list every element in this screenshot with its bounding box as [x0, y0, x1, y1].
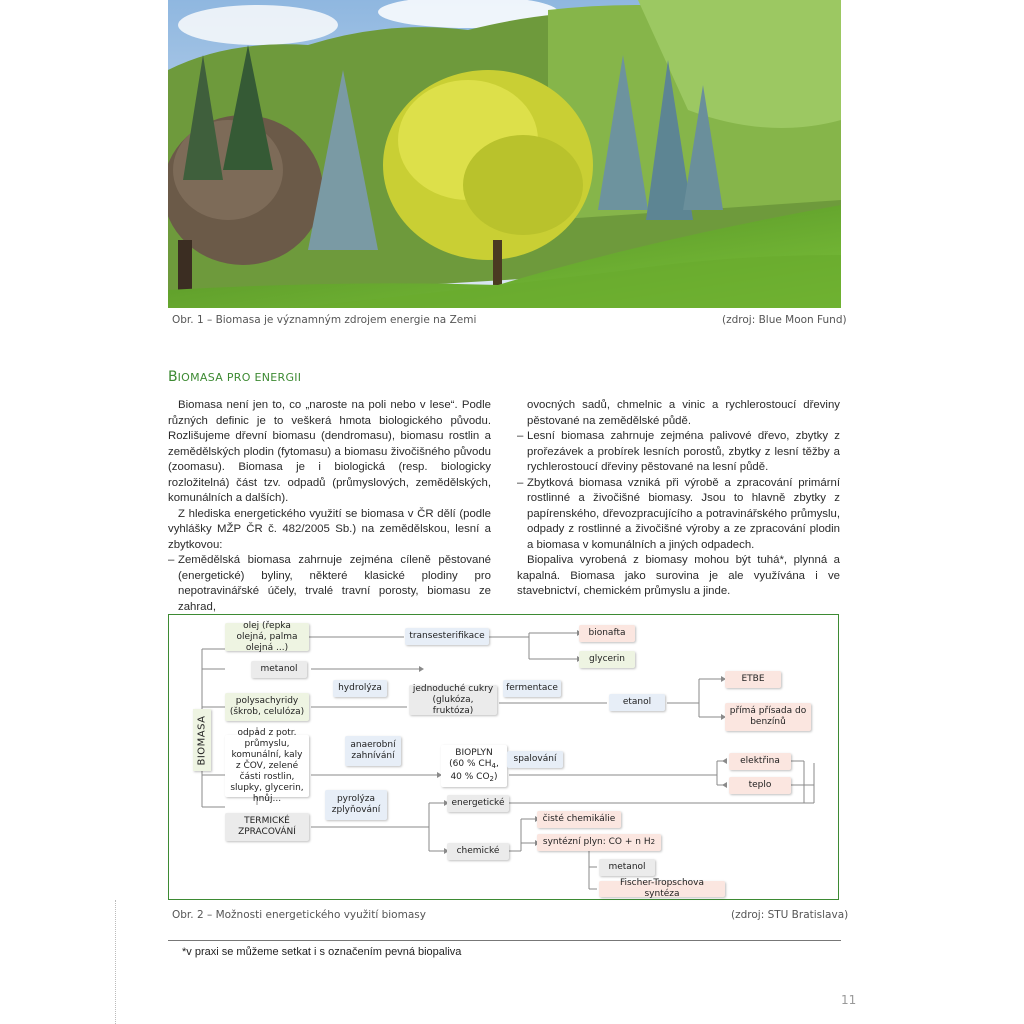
node-metanol-2: metanol	[599, 859, 655, 876]
node-metanol: metanol	[251, 661, 307, 678]
bioplyn-co2-text: 40 % CO	[450, 771, 490, 782]
node-transesterifikace: transesterifikace	[405, 628, 489, 645]
bioplyn-line2	[449, 759, 499, 772]
bioplyn-ch4-text: (60 % CH	[449, 758, 492, 769]
node-syntezni-plyn	[537, 834, 661, 851]
node-olej: olej (řepka olejná, palma olejná ...)	[225, 623, 309, 651]
margin-dotted-rule	[115, 900, 117, 1024]
node-bioplyn	[441, 745, 507, 787]
landscape-photo	[168, 0, 841, 308]
list-dash: –	[517, 476, 524, 489]
heading-initial: B	[168, 369, 178, 385]
bioplyn-ch4-sub: 4	[491, 761, 496, 770]
list-dash: –	[168, 554, 175, 566]
list-item	[517, 476, 840, 554]
node-bionafta: bionafta	[579, 625, 635, 642]
text-column-right	[517, 398, 840, 600]
list-item-continued	[517, 398, 840, 429]
node-pyrolyza: pyrolýza zplyňování	[325, 790, 387, 820]
node-glycerin: glycerin	[579, 651, 635, 668]
node-fermentace: fermentace	[503, 680, 561, 697]
heading-rest: IOMASA PRO ENERGII	[177, 371, 302, 384]
node-prima-prisada: přímá přísada do benzínů	[725, 703, 811, 731]
synplyn-sub: 2	[650, 838, 656, 846]
list-item-text: Zbytková biomasa vzniká při výrobě a zpracování primární rostlinné a živočišné biomasy. Jsou to hlavně zbytky z papírenského, dřevozpracujícího a potravinářského průmyslu, odpady z rostlinné a živočišné výroby a ze zpracování plodin a biomasa v komunálních a jiných odpadech.	[527, 476, 840, 551]
list-item-text: ovocných sadů, chmelnic a vinic a rychlerostoucí dřeviny pěstované na zemědělské půdě.	[527, 399, 840, 427]
figure2-source: (zdroj: STU Bratislava)	[731, 909, 849, 921]
biomass-flow-diagram	[168, 614, 839, 900]
list-item-text: Zemědělská biomasa zahrnuje zejména cíleně pěstované (energetické) byliny, některé klasické plodiny pro nepotravinářské účely, trvalé travní porosty, biomasu ze zahrad,	[178, 554, 491, 613]
node-elektrina: elektřina	[729, 753, 791, 770]
list-dash: –	[517, 430, 524, 442]
figure1-source: (zdroj: Blue Moon Fund)	[722, 314, 847, 326]
node-teplo: teplo	[729, 777, 791, 794]
bioplyn-co2-sub: 2	[489, 774, 495, 783]
node-hydrolyza: hydrolýza	[333, 680, 387, 697]
list-item	[517, 429, 840, 476]
page-number: 11	[841, 993, 857, 1007]
node-ciste-chemikalie: čisté chemikálie	[537, 811, 621, 828]
node-etbe: ETBE	[725, 671, 781, 688]
list-item	[168, 553, 491, 615]
bioplyn-co2-paren: )	[494, 771, 498, 782]
bioplyn-title: BIOPLYN	[455, 747, 493, 758]
bioplyn-line3	[450, 772, 497, 785]
node-energeticke: energetické	[447, 795, 509, 812]
node-polysacharidy: polysachyridy (škrob, celulóza)	[225, 693, 309, 721]
paragraph: Biomasa není jen to, co „naroste na poli nebo v lese“. Podle různých definic je to veškerá hmota biologického původu. Rozlišujeme dřevní biomasu (dendromasu), biomasu rostlin a zemědělských plodin (fytomasu) a biomasu živočišného původu (zoomasu). Biomasa je i biologická (resp. biologicky rozložitelná) část tzv. odpadů (průmyslových, zemědělských, komunálních a dalších).	[168, 399, 491, 504]
node-odpad: odpad z potr. průmyslu, komunální, kaly z ČOV, zelené části rostlin, slupky, glycerin, hnůj...	[225, 735, 309, 797]
paragraph: Z hlediska energetického využití se biomasa v ČR dělí (podle vyhlášky MŽP ČR č. 482/2005 Sb.) na zemědělskou, lesní a zbytkovou:	[168, 507, 491, 551]
paragraph: Biopaliva vyrobená z biomasy mohou být tuhá*, plynná a kapalná. Biomasa jako surovina je ale využívána i ve stavebnictví, chemickém průmyslu a jinde.	[517, 554, 840, 597]
node-jednoduche-cukry: jednoduché cukry (glukóza, fruktóza)	[409, 685, 497, 715]
text-column-left	[168, 398, 491, 615]
figure2-caption: Obr. 2 – Možnosti energetického využití biomasy	[172, 909, 426, 921]
node-termicke-zpracovani: TERMICKÉ ZPRACOVÁNÍ	[225, 813, 309, 841]
node-spalovani: spalování	[507, 751, 563, 768]
node-anaerobni-zahnivani: anaerobní zahnívání	[345, 736, 401, 766]
biomasa-node	[193, 709, 211, 771]
figure1-caption: Obr. 1 – Biomasa je významným zdrojem energie na Zemi	[172, 314, 477, 326]
section-heading	[168, 366, 301, 385]
node-fischer-tropsch: Fischer-Tropschova syntéza	[599, 881, 725, 897]
synplyn-text: syntézní plyn: CO + n H	[542, 837, 651, 847]
footnote-rule	[168, 940, 841, 941]
footnote: *v praxi se můžeme setkat i s označením pevná biopaliva	[182, 946, 462, 958]
node-chemicke: chemické	[447, 843, 509, 860]
biomasa-label: BIOMASA	[196, 714, 208, 766]
bioplyn-ch4-comma: ,	[495, 758, 499, 769]
list-item-text: Lesní biomasa zahrnuje zejména palivové dřevo, zbytky z prořezávek a probírek lesních porostů, zbytky z lesní těžby a rychlerostoucí dřeviny pěstované na lesní půdě.	[527, 430, 840, 473]
node-etanol: etanol	[609, 694, 665, 711]
